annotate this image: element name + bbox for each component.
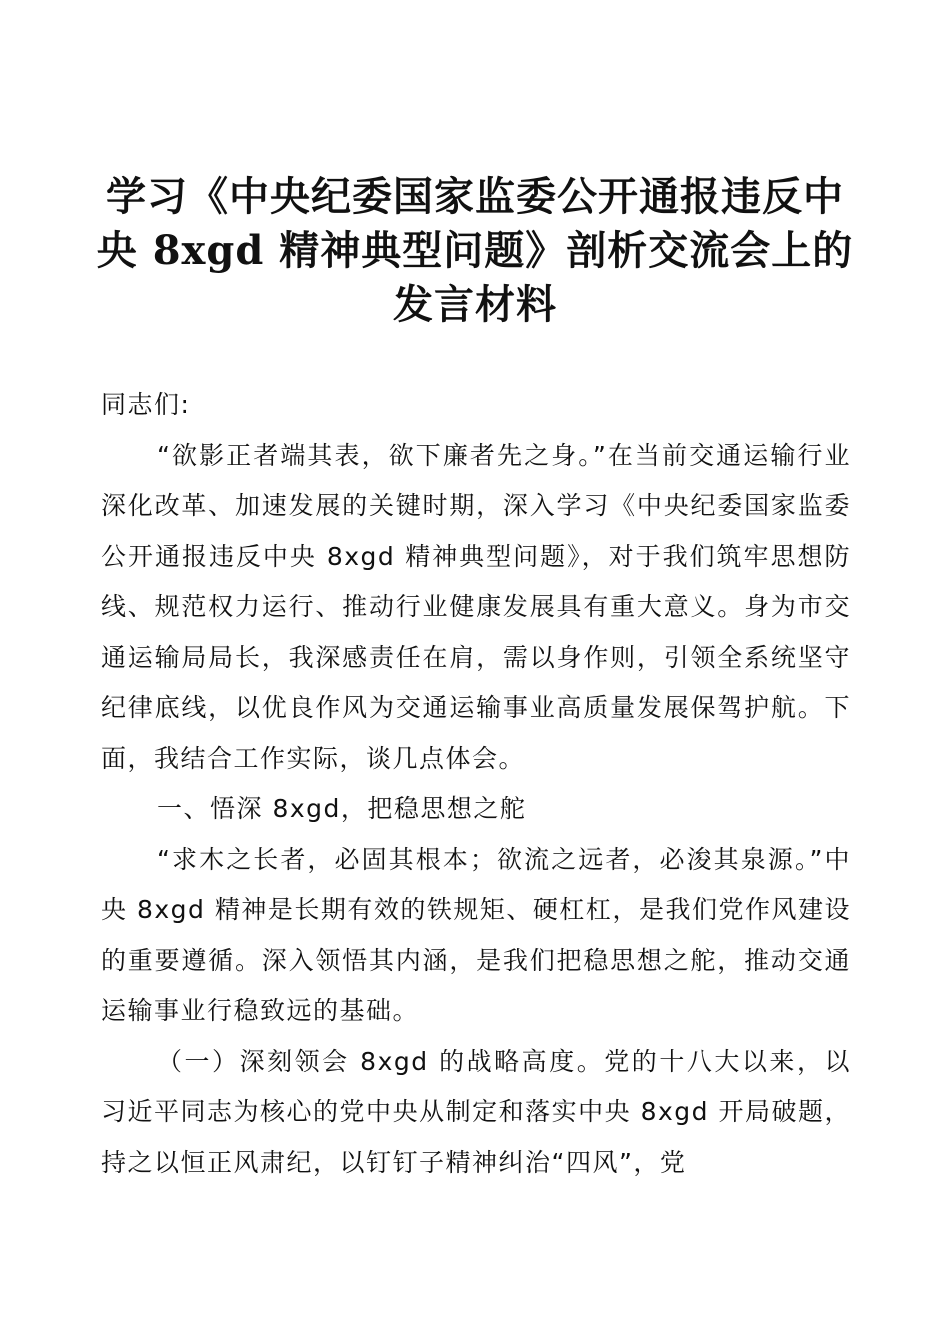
paragraph-subsection-1: （一）深刻领会 8xgd 的战略高度。党的十八大以来，以习近平同志为核心的党中央从制定和落实中央 8xgd 开局破题，持之以恒正风肃纪，以钉钉子精神纠治“四风”，党 [101,1046,851,1177]
section-heading-1: 一、悟深 8xgd，把稳思想之舵 [157,794,527,823]
title-line-1: 学习《中央纪委国家监委公开通报违反中 [106,173,844,220]
paragraph-section-1: “求木之长者，必固其根本；欲流之远者，必浚其泉源。”中央 8xgd 精神是长期有效的铁规矩、硬杠杠，是我们党作风建设的重要遵循。深入领悟其内涵，是我们把稳思想之舵，推动交通运输事业行稳致远的基础。 [101,844,851,1025]
document-body [101,380,851,1188]
title-line-3: 发言材料 [393,281,557,328]
paragraph-intro: “欲影正者端其表，欲下廉者先之身。”在当前交通运输行业深化改革、加速发展的关键时期，深入学习《中央纪委国家监委公开通报违反中央 8xgd 精神典型问题》，对于我们筑牢思想防线、规范权力运行、推动行业健康发展具有重大意义。身为市交通运输局局长，我深感责任在肩，需以身作则，引领全系统坚守纪律底线，以优良作风为交通运输事业高质量发展保驾护航。下面，我结合工作实际，谈几点体会。 [101,440,851,773]
salutation: 同志们: [101,390,191,419]
document-title [60,170,890,332]
title-line-2: 央 8xgd 精神典型问题》剖析交流会上的 [96,227,854,274]
